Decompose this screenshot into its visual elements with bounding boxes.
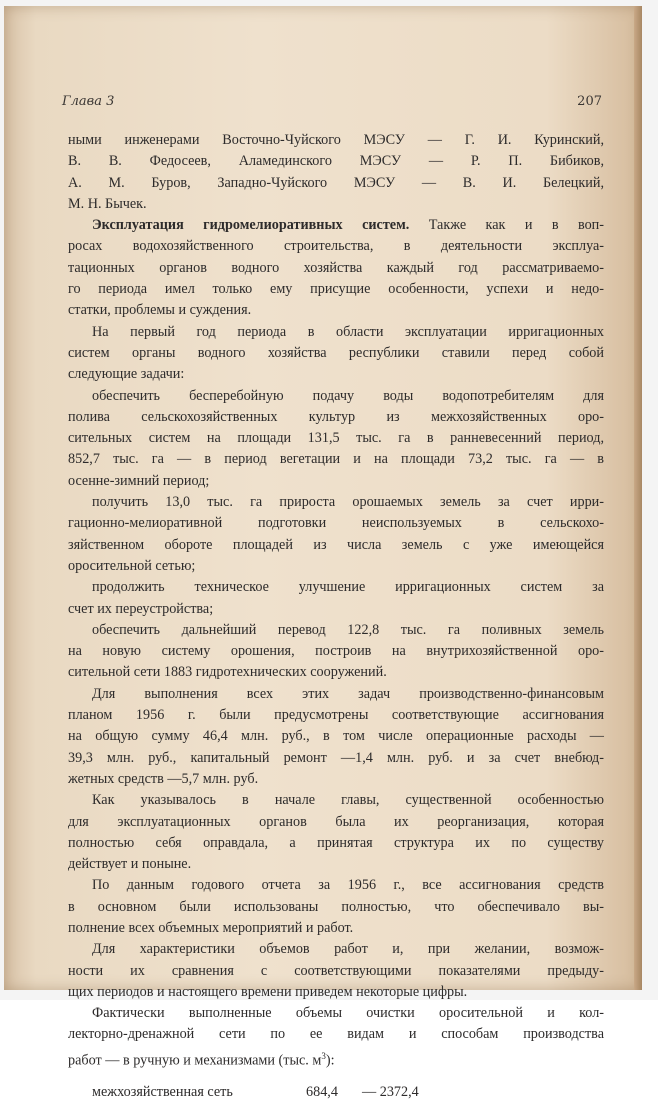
text-line: Фактически выполненные объемы очистки оросительной и кол-: [92, 1005, 604, 1022]
text-line: действует и поныне.: [68, 856, 192, 873]
text-line: на новую систему орошения, построив на внутрихозяйственной оро-: [68, 643, 604, 660]
table-row: [68, 1082, 604, 1104]
superscript: 3: [321, 1050, 326, 1061]
text-line: [68, 215, 604, 236]
text-line: Как указывалось в начале главы, существенной особенностью: [92, 792, 604, 809]
text-span: ):: [325, 1052, 335, 1069]
text-line: продолжить техническое улучшение ирригационных систем за: [92, 579, 604, 596]
text-line: оросительной сетью;: [68, 557, 196, 574]
text-line: на общую сумму 46,4 млн. руб., в том числе операционные расходы —: [68, 728, 604, 745]
text-line: 852,7 тыс. га — в период вегетации и на площади 73,2 тыс. га — в: [68, 451, 604, 468]
book-spine: [634, 6, 642, 990]
text-line: Для характеристики объемов работ и, при желании, возмож-: [92, 941, 604, 958]
text-line: полнение всех объемных мероприятий и работ.: [68, 919, 354, 936]
text-line: жетных средств —5,7 млн. руб.: [68, 770, 259, 787]
text-line: для эксплуатационных органов была их реорганизация, которая: [68, 813, 604, 830]
text-line: гационно-мелиоративной подготовки неиспользуемых в сельскохо-: [68, 515, 604, 532]
text-span: работ — в ручную и механизмами (тыс. м: [68, 1052, 322, 1069]
text-line: планом 1956 г. были предусмотрены соответствующие ассигнования: [68, 707, 604, 724]
text-line: получить 13,0 тыс. га прироста орошаемых земель за счет ирри-: [92, 494, 604, 511]
text-line: зяйственном обороте площадей из числа земель с уже имеющейся: [68, 536, 604, 553]
text-line: 39,3 млн. руб., капитальный ремонт —1,4 млн. руб. и за счет внебюд-: [68, 749, 604, 766]
text-line: Для выполнения всех этих задач производственно-финансовым: [92, 685, 604, 702]
text-line: М. Н. Бычек.: [68, 195, 147, 212]
text-line: щих периодов и настоящего времени приведем некоторые цифры.: [68, 983, 468, 1000]
text-line: росах водохозяйственного строительства, в деятельности эксплуа-: [68, 238, 604, 255]
chapter-title: Глава 3: [62, 94, 115, 109]
text-line: В. В. Федосеев, Аламединского МЭСУ — Р. П. Бибиков,: [68, 153, 604, 170]
text-line: По данным годового отчета за 1956 г., все ассигнования средств: [92, 877, 604, 894]
text-line: сительной сети 1883 гидротехнических сооружений.: [68, 664, 387, 681]
body-text: [68, 130, 604, 1104]
text-line: А. М. Буров, Западно-Чуйского МЭСУ — В. И. Белецкий,: [68, 174, 604, 191]
text-line: тационных органов водного хозяйства каждый год рассматриваемо-: [68, 259, 604, 276]
page-number: 207: [577, 94, 602, 109]
text-line: следующие задачи:: [68, 366, 185, 383]
text-line: ными инженерами Восточно-Чуйского МЭСУ — Г. И. Куринский,: [68, 132, 604, 148]
page-header: [62, 92, 602, 112]
section-heading: Эксплуатация гидромелиоративных систем.: [92, 217, 410, 234]
text-line: [68, 1046, 604, 1072]
text-line: статки, проблемы и суждения.: [68, 302, 252, 319]
text-line: лекторно-дренажной сети по ее видам и способам производства: [68, 1026, 604, 1043]
table-value-manual: 684,4: [306, 1083, 338, 1100]
text-line: ности их сравнения с соответствующими показателями предыду-: [68, 962, 604, 979]
table-row-label: межхозяйственная сеть: [92, 1083, 233, 1100]
text-line: в основном были использованы полностью, что обеспечивало вы-: [68, 898, 604, 915]
text-line: обеспечить дальнейший перевод 122,8 тыс. га поливных земель: [92, 621, 604, 638]
text-line: сительных систем на площади 131,5 тыс. га в ранневесенний период,: [68, 430, 604, 447]
text-line: На первый год периода в области эксплуатации ирригационных: [92, 323, 604, 340]
text-line: полива сельскохозяйственных культур из межхозяйственных оро-: [68, 408, 604, 425]
text-line: счет их переустройства;: [68, 600, 214, 617]
text-line: полностью себя оправдала, а принятая структура их по существу: [68, 834, 604, 851]
table-value-mechanized: — 2372,4: [362, 1083, 419, 1100]
text-line: систем органы водного хозяйства республики ставили перед собой: [68, 344, 604, 361]
text-span: Также как и в воп-: [409, 217, 604, 234]
text-line: го периода имел только ему присущие особенности, успехи и недо-: [68, 281, 604, 298]
text-line: обеспечить бесперебойную подачу воды водопотребителям для: [92, 387, 604, 404]
text-line: осенне-зимний период;: [68, 472, 210, 489]
